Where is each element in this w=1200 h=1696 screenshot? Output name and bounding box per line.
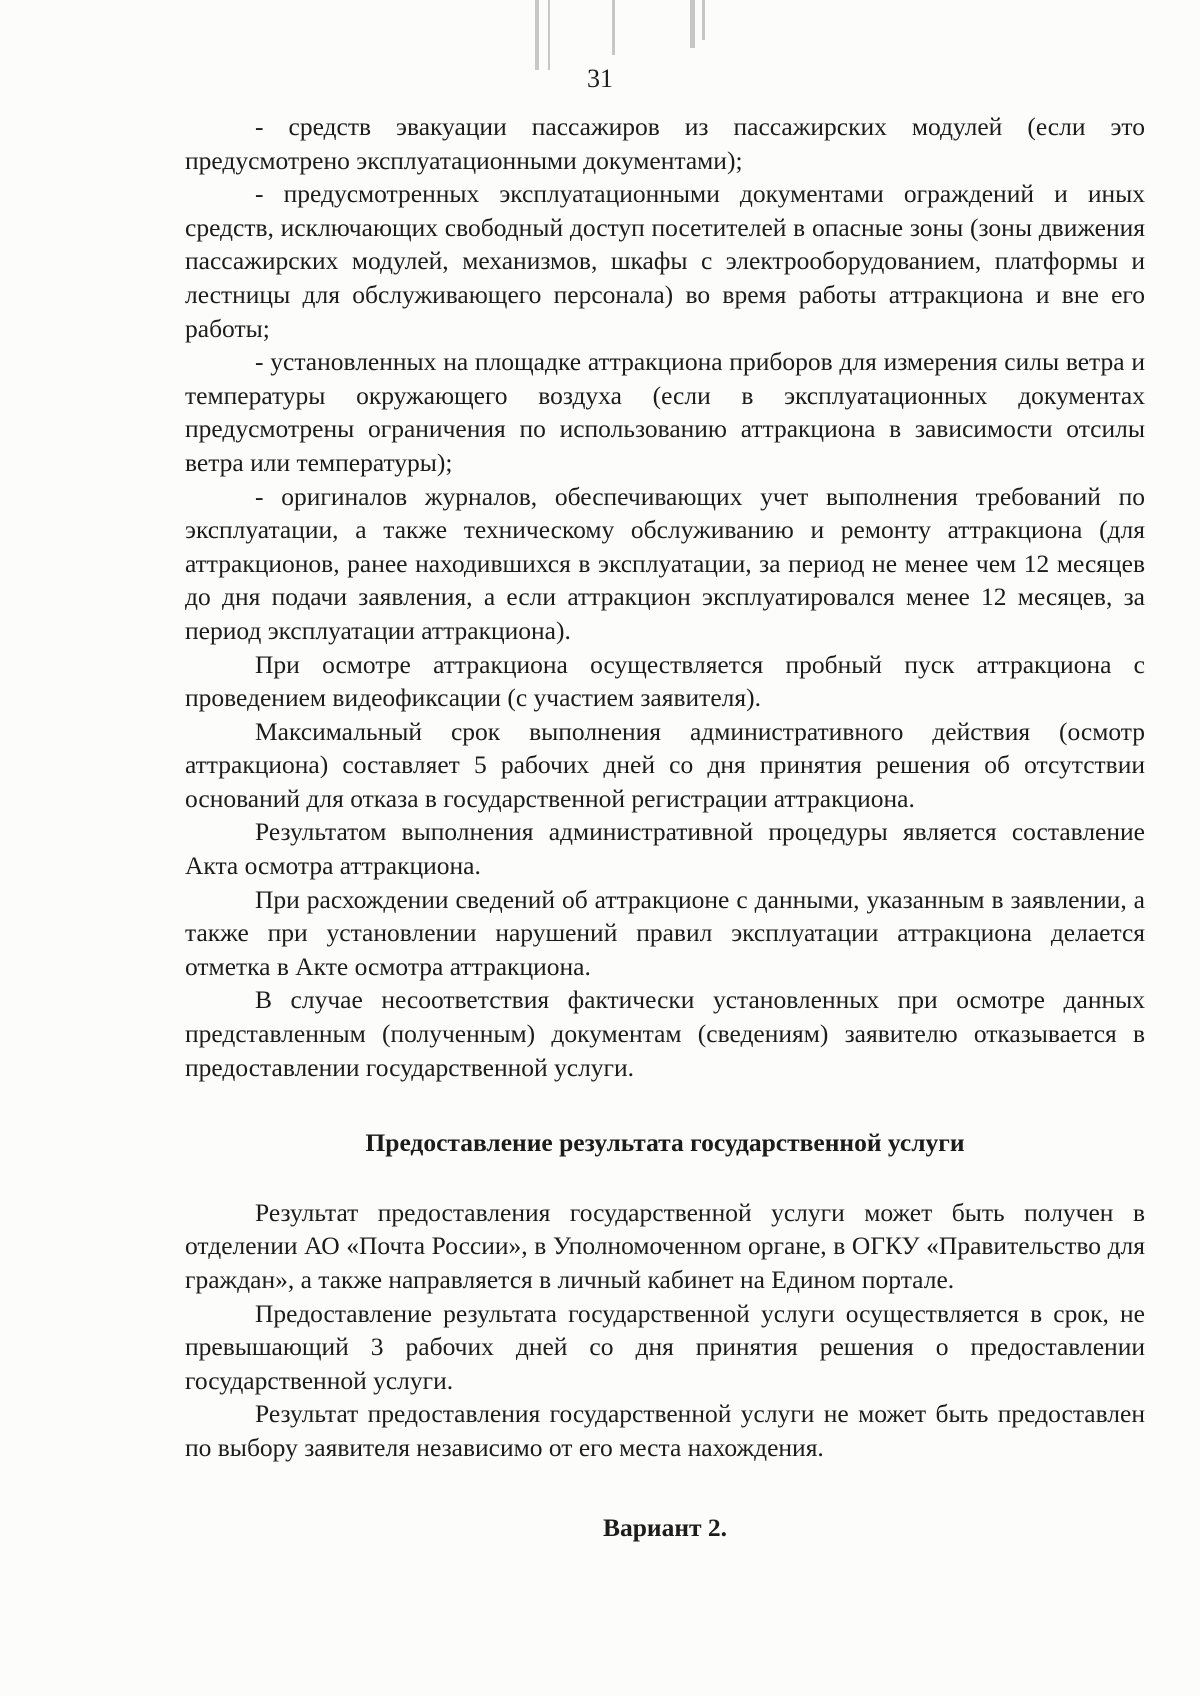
paragraph: Результат предоставления государственной услуги может быть получен в отделении АО «Почта России», в Уполномоченном органе, в ОГКУ «Правительство для граждан», а также направляется в личный кабинет на Едином портале. bbox=[185, 1197, 1145, 1294]
paragraph: - средств эвакуации пассажиров из пассажирских модулей (если это предусмотрено эксплуатационными документами); bbox=[185, 112, 1145, 175]
paragraph: Результатом выполнения административной процедуры является составление Акта осмотра аттракциона. bbox=[185, 817, 1145, 881]
scan-artifact bbox=[535, 0, 539, 70]
paragraph: Предоставление результата государственной услуги осуществляется в срок, не превышающий 3 рабочих дней со дня принятия решения о предоставлении государственной услуги. bbox=[185, 1298, 1145, 1395]
scan-artifact bbox=[612, 0, 615, 55]
paragraph: При расхождении сведений об аттракционе с данными, указанным в заявлении, а также при установлении нарушений правил эксплуатации аттракциона делается отметка в Акте осмотра аттракциона. bbox=[185, 884, 1145, 981]
variant-heading: Вариант 2. bbox=[602, 1512, 728, 1542]
scan-artifact bbox=[702, 0, 705, 40]
scan-artifact bbox=[548, 0, 550, 70]
paragraph: Максимальный срок выполнения административного действия (осмотр аттракциона) составляет 5 рабочих дней со дня принятия решения об отсутствии оснований для отказа в государственной регистрации аттракциона. bbox=[185, 716, 1145, 813]
paragraph: При осмотре аттракциона осуществляется пробный пуск аттракциона с проведением видеофиксации (с участием заявителя). bbox=[185, 649, 1145, 713]
document-body bbox=[185, 110, 1145, 1544]
page-number: 31 bbox=[587, 64, 613, 93]
scan-artifact bbox=[690, 0, 695, 48]
paragraph: Результат предоставления государственной услуги не может быть предоставлен по выбору заявителя независимо от его места нахождения. bbox=[185, 1399, 1145, 1462]
section-heading: Предоставление результата государственной услуги bbox=[365, 1128, 965, 1158]
paragraph: - установленных на площадке аттракциона приборов для измерения силы ветра и температуры окружающего воздуха (если в эксплуатационных документах предусмотрены ограничения по использованию аттракциона в зависимости отсилы ветра или температуры); bbox=[185, 347, 1145, 477]
paragraph: - предусмотренных эксплуатационными документами ограждений и иных средств, исключающих свободный доступ посетителей в опасные зоны (зоны движения пассажирских модулей, механизмов, шкафы с электрооборудованием, платформы и лестницы для обслуживающего персонала) во время работы аттракциона и вне его работы; bbox=[185, 179, 1145, 343]
paragraph: В случае несоответствия фактически установленных при осмотре данных представленным (полученным) документам (сведениям) заявителю отказывается в предоставлении государственной услуги. bbox=[185, 985, 1145, 1082]
paragraph: - оригиналов журналов, обеспечивающих учет выполнения требований по эксплуатации, а также техническому обслуживанию и ремонту аттракциона (для аттракционов, ранее находившихся в эксплуатации, за период не менее чем 12 месяцев до дня подачи заявления, а если аттракцион эксплуатировался менее 12 месяцев, за период эксплуатации аттракциона). bbox=[185, 481, 1145, 645]
